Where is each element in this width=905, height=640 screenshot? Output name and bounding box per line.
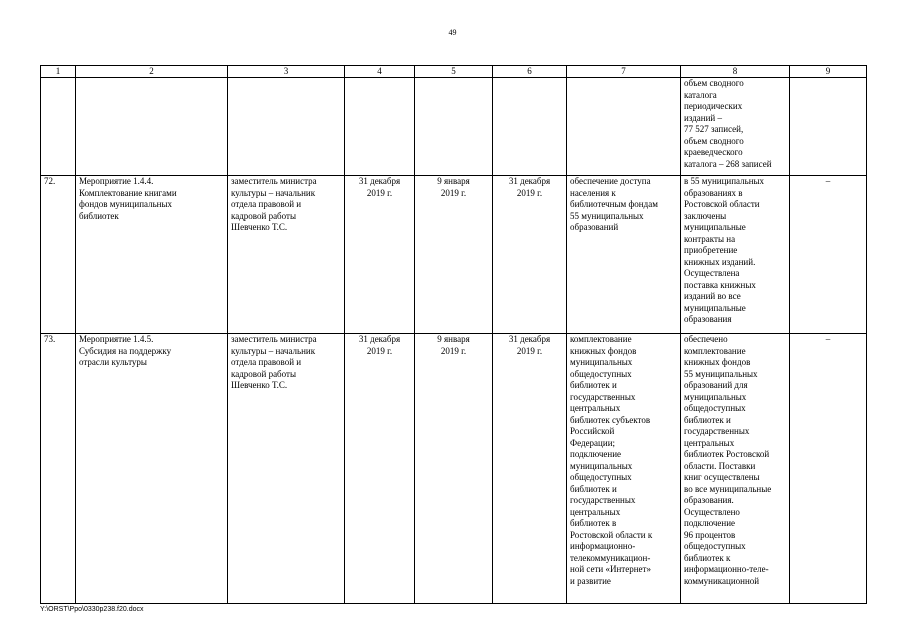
header-cell: 9 (790, 66, 867, 78)
page-number: 49 (448, 28, 457, 37)
row-number-cell: 72. (41, 176, 76, 334)
activity-name-cell: Мероприятие 1.4.5. Субсидия на поддержку отрасли культуры (76, 334, 228, 604)
responsible-cell: заместитель министра культуры – начальник отдела правовой и кадровой работы Шевченко Т.С. (228, 334, 345, 604)
planned-date-cell: 31 декабря 2019 г. (345, 334, 415, 604)
header-cell: 3 (228, 66, 345, 78)
file-path-footer: Y:\ORST\Ppo\0330p238.f20.docx (40, 606, 144, 613)
row-number-cell: 73. (41, 334, 76, 604)
actual-date-cell: 9 января 2019 г. (415, 334, 493, 604)
table-row (41, 176, 867, 334)
report-table (40, 65, 867, 604)
header-cell: 1 (41, 66, 76, 78)
header-cell: 8 (681, 66, 790, 78)
header-cell: 4 (345, 66, 415, 78)
expected-result-cell: комплектование книжных фондов муниципальных общедоступных библиотек и государственных центральных библиотек субъектов Российской Федерации; подключение муниципальных общедоступных библиотек и государственных центральных библиотек в Ростовской области к информационно- телекоммуникацион- ной сети «Интернет» и развитие (567, 334, 681, 604)
note-cell: – (790, 176, 867, 334)
activity-name-cell: Мероприятие 1.4.4. Комплектование книгами фондов муниципальных библиотек (76, 176, 228, 334)
header-cell: 6 (493, 66, 567, 78)
actual-result-cell: обеспечено комплектование книжных фондов 55 муниципальных образований для муниципальных общедоступных библиотек и государственных центральных библиотек Ростовской области. Поставки книг осуществлены во все муниципальные образования. Осуществлено подключение 96 процентов общедоступных библиотек к информационно-теле- коммуникационной (681, 334, 790, 604)
actual-result-cell: в 55 муниципальных образованиях в Ростовской области заключены муниципальные контракты на приобретение книжных изданий. Осуществлена поставка книжных изданий во все муниципальные образования (681, 176, 790, 334)
planned-date-cell: 31 декабря 2019 г. (345, 176, 415, 334)
deadline-cell: 31 декабря 2019 г. (493, 334, 567, 604)
table-row (41, 334, 867, 604)
continuation-row (41, 78, 867, 176)
deadline-cell: 31 декабря 2019 г. (493, 176, 567, 334)
responsible-cell: заместитель министра культуры – начальник отдела правовой и кадровой работы Шевченко Т.С. (228, 176, 345, 334)
actual-date-cell: 9 января 2019 г. (415, 176, 493, 334)
expected-result-cell: обеспечение доступа населения к библиотечным фондам 55 муниципальных образований (567, 176, 681, 334)
actual-result-cell: объем сводного каталога периодических изданий – 77 527 записей, объем сводного краеведческого каталога – 268 записей (681, 78, 790, 176)
header-cell: 7 (567, 66, 681, 78)
note-cell: – (790, 334, 867, 604)
header-cell: 2 (76, 66, 228, 78)
header-row (41, 66, 867, 78)
header-cell: 5 (415, 66, 493, 78)
